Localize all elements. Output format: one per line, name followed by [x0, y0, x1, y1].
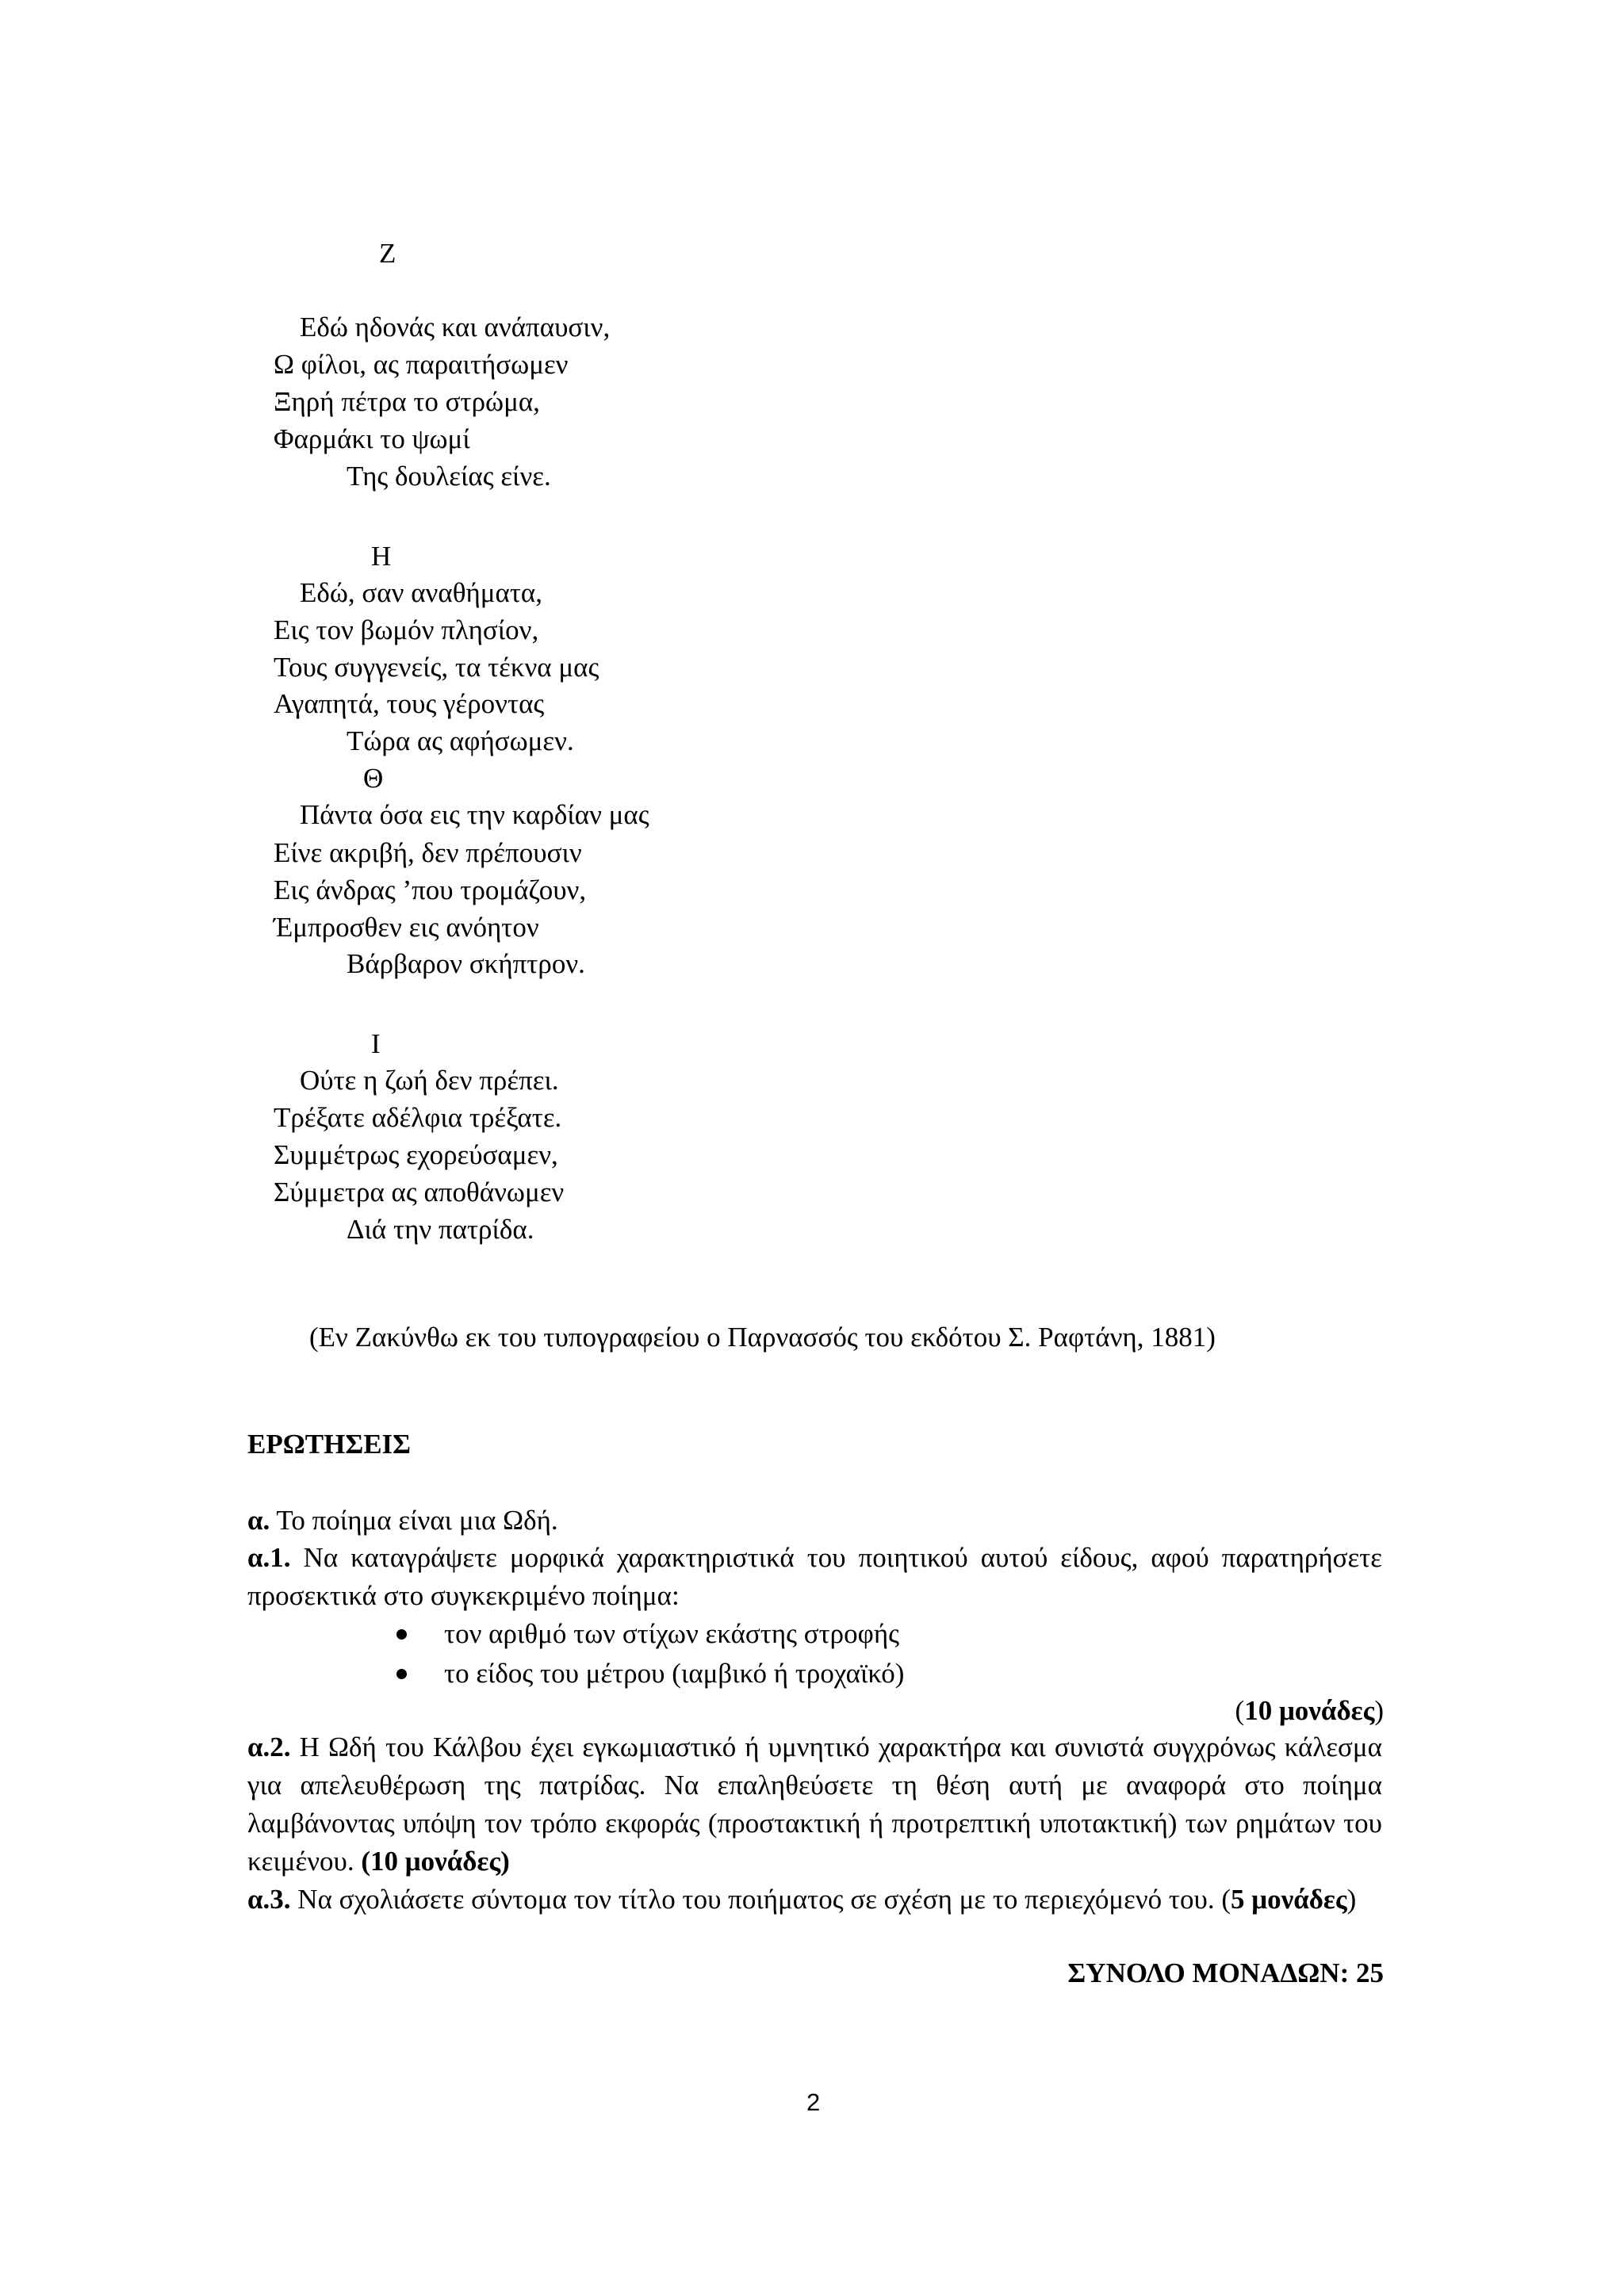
poem-line: Εις τον βωμόν πλησίον,: [274, 614, 539, 645]
poem-line: Εις άνδρας ’που τρομάζουν,: [274, 874, 587, 905]
poem-line: Τρέξατε αδέλφια τρέξατε.: [274, 1102, 562, 1133]
poem-line: Ξηρή πέτρα το στρώμα,: [274, 386, 540, 417]
bullet-icon: [396, 1629, 407, 1640]
poem-line: Τώρα ας αφήσωμεν.: [347, 725, 574, 756]
question-a: [247, 1505, 558, 1536]
poem-line: Έμπροσθεν εις ανόητον: [274, 912, 539, 943]
poem-line: Εδώ, σαν αναθήματα,: [300, 577, 543, 608]
question-label: α.1.: [247, 1542, 291, 1573]
total-points: ΣΥΝΟΛΟ ΜΟΝΑΔΩΝ: 25: [1067, 1957, 1384, 1988]
poem-line: Αγαπητά, τους γέροντας: [274, 688, 545, 719]
question-text: Να καταγράψετε μορφικά χαρακτηριστικά του ποιητικού αυτού είδους, αφού παρατηρήσετε προσεκτικά στο συγκεκριμένο ποίημα:: [247, 1542, 1382, 1611]
poem-line: Σύμμετρα ας αποθάνωμεν: [274, 1177, 565, 1207]
poem-line: Τους συγγενείς, τα τέκνα μας: [274, 652, 599, 683]
poem-line: Ούτε η ζωή δεν πρέπει.: [300, 1065, 559, 1096]
poem-line: Συμμέτρως εχορεύσαμεν,: [274, 1139, 558, 1170]
question-label: α.: [247, 1505, 270, 1536]
bullet-item: τον αριθμό των στίχων εκάστης στροφής: [444, 1618, 900, 1649]
poem-line: Βάρβαρον σκήπτρον.: [347, 948, 585, 979]
points-value: 5 μονάδες: [1231, 1884, 1347, 1915]
question-a3: [247, 1881, 1382, 1919]
bullet-item: το είδος του μέτρου (ιαμβικό ή τροχαϊκό): [444, 1658, 905, 1689]
stanza-numeral: Θ: [363, 763, 384, 794]
poem-line: Εδώ ηδονάς και ανάπαυσιν,: [300, 312, 611, 342]
source-note: (Εν Ζακύνθω εκ του τυπογραφείου ο Παρνασσός του εκδότου Σ. Ραφτάνη, 1881): [309, 1322, 1216, 1353]
poem-line: Είνε ακριβή, δεν πρέπουσιν: [274, 837, 582, 868]
poem-line: Πάντα όσα εις την καρδίαν μας: [300, 799, 649, 830]
points-a1: [1235, 1695, 1384, 1727]
points-paren: ): [1346, 1884, 1357, 1915]
points-paren: ): [1374, 1695, 1384, 1726]
question-label: α.2.: [247, 1732, 291, 1762]
questions-heading: ΕΡΩΤΗΣΕΙΣ: [247, 1429, 412, 1460]
question-text: Να σχολιάσετε σύντομα τον τίτλο του ποιήματος σε σχέση με το περιεχόμενό του.: [290, 1884, 1222, 1915]
poem-line: Διά την πατρίδα.: [347, 1214, 534, 1245]
stanza-numeral: Η: [371, 541, 392, 572]
stanza-numeral: Ζ: [379, 238, 396, 269]
page-number: 2: [806, 2088, 821, 2116]
bullet-icon: [396, 1669, 407, 1679]
poem-line: Ω φίλοι, ας παραιτήσωμεν: [274, 349, 569, 380]
stanza-numeral: Ι: [371, 1028, 381, 1059]
question-text: Το ποίημα είναι μια Ωδή.: [270, 1505, 558, 1536]
question-a1: [247, 1539, 1382, 1615]
poem-line: Της δουλείας είνε.: [347, 461, 551, 492]
points-paren: (: [1221, 1884, 1231, 1915]
points-value: 10 μονάδες: [1244, 1695, 1375, 1726]
question-text: Η Ωδή του Κάλβου έχει εγκωμιαστικό ή υμνητικό χαρακτήρα και συνιστά συγχρόνως κάλεσμα για απελευθέρωση της πατρίδας. Να επαληθεύσετε τη θέση αυτή με αναφορά στο ποίημα λαμβάνοντας υπόψη τον τρόπο εκφοράς (προστακτική ή προτρεπτική υποτακτική) των ρημάτων του κειμένου.: [247, 1732, 1382, 1877]
question-label: α.3.: [247, 1884, 291, 1915]
question-a2: [247, 1728, 1382, 1881]
points-value: (10 μονάδες): [361, 1846, 510, 1877]
points-paren: (: [1235, 1695, 1245, 1726]
poem-line: Φαρμάκι το ψωμί: [274, 423, 470, 454]
